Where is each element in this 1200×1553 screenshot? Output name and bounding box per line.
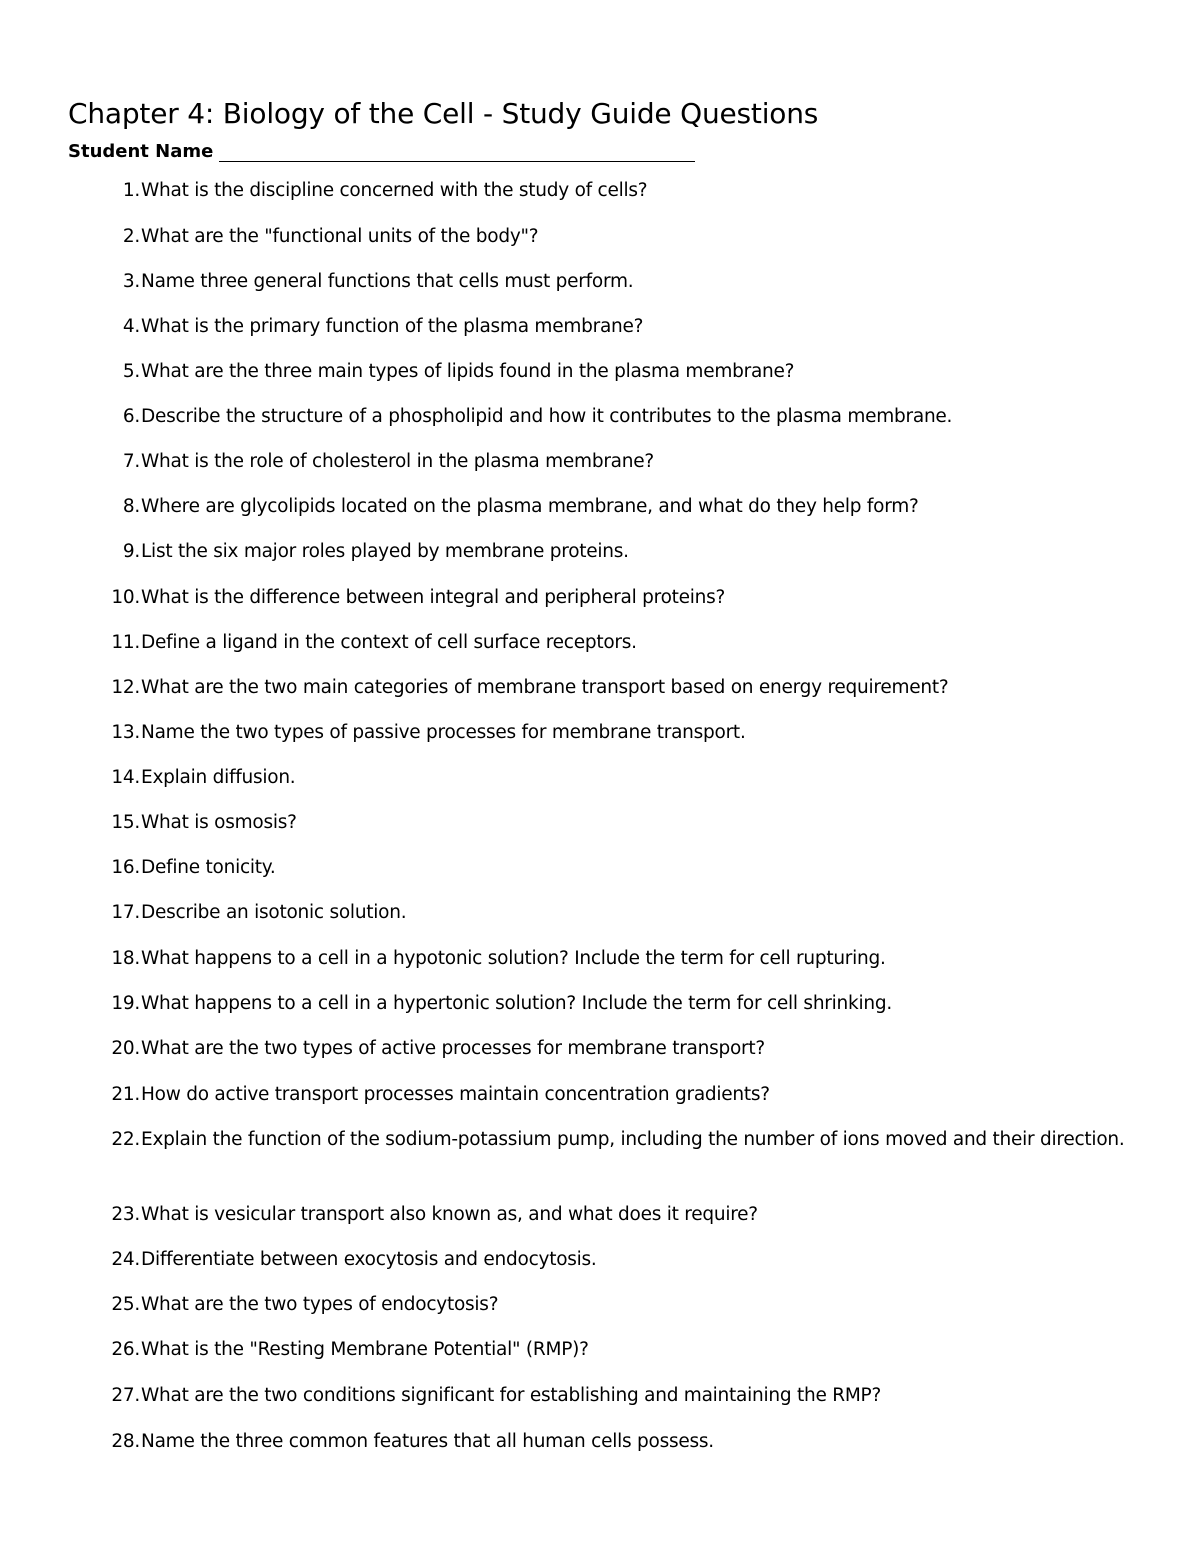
question-number: 10. — [111, 587, 140, 608]
question-number: 2. — [122, 226, 140, 247]
question-number: 19. — [111, 993, 140, 1014]
question-text: Name the three common features that all human cells possess. — [141, 1431, 714, 1452]
student-name-label: Student Name — [68, 141, 214, 162]
question-text: Define tonicity. — [141, 857, 276, 878]
question-text: How do active transport processes maintain concentration gradients? — [141, 1084, 770, 1105]
question-number: 23. — [111, 1204, 140, 1225]
question-number: 21. — [111, 1084, 140, 1105]
question-text: Explain the function of the sodium-potassium pump, including the number of ions moved and their direction. — [141, 1129, 1125, 1150]
question-text: Define a ligand in the context of cell surface receptors. — [141, 632, 637, 653]
question-text: What happens to a cell in a hypotonic solution? Include the term for cell rupturing. — [141, 948, 886, 969]
question-number: 25. — [111, 1294, 140, 1315]
question-number: 14. — [111, 767, 140, 788]
question-number: 17. — [111, 902, 140, 923]
question-number: 9. — [122, 541, 140, 562]
question-number: 11. — [111, 632, 140, 653]
question-number: 13. — [111, 722, 140, 743]
question-number: 5. — [122, 361, 140, 382]
question-number: 27. — [111, 1385, 140, 1406]
question-number: 16. — [111, 857, 140, 878]
question-text: Where are glycolipids located on the plasma membrane, and what do they help form? — [141, 496, 919, 517]
question-number: 8. — [122, 496, 140, 517]
question-number: 24. — [111, 1249, 140, 1270]
question-number: 3. — [122, 271, 140, 292]
question-text: Explain diffusion. — [141, 767, 296, 788]
question-text: Describe the structure of a phospholipid and how it contributes to the plasma membrane. — [141, 406, 953, 427]
question-number: 7. — [122, 451, 140, 472]
question-text: What is the difference between integral and peripheral proteins? — [141, 587, 726, 608]
question-text: Name the two types of passive processes for membrane transport. — [141, 722, 746, 743]
question-text: What is the "Resting Membrane Potential" (RMP)? — [141, 1339, 589, 1360]
question-text: What is osmosis? — [141, 812, 297, 833]
question-text: What are the three main types of lipids found in the plasma membrane? — [141, 361, 795, 382]
page-title: Chapter 4: Biology of the Cell - Study Guide Questions — [68, 97, 819, 130]
question-number: 12. — [111, 677, 140, 698]
question-text: What is the role of cholesterol in the plasma membrane? — [141, 451, 654, 472]
question-text: What is the discipline concerned with the study of cells? — [141, 180, 648, 201]
question-number: 28. — [111, 1431, 140, 1452]
question-text: What are the two types of active processes for membrane transport? — [141, 1038, 765, 1059]
question-text: Name three general functions that cells must perform. — [141, 271, 634, 292]
question-number: 18. — [111, 948, 140, 969]
question-number: 20. — [111, 1038, 140, 1059]
question-text: What are the two main categories of membrane transport based on energy requirement? — [141, 677, 949, 698]
question-text: What is the primary function of the plasma membrane? — [141, 316, 644, 337]
question-number: 15. — [111, 812, 140, 833]
question-text: What happens to a cell in a hypertonic solution? Include the term for cell shrinking. — [141, 993, 892, 1014]
question-number: 6. — [122, 406, 140, 427]
question-text: List the six major roles played by membrane proteins. — [141, 541, 629, 562]
question-number: 4. — [122, 316, 140, 337]
question-number: 26. — [111, 1339, 140, 1360]
question-text: What is vesicular transport also known as, and what does it require? — [141, 1204, 758, 1225]
question-text: What are the two conditions significant for establishing and maintaining the RMP? — [141, 1385, 882, 1406]
question-text: Differentiate between exocytosis and endocytosis. — [141, 1249, 597, 1270]
question-text: Describe an isotonic solution. — [141, 902, 407, 923]
question-number: 1. — [122, 180, 140, 201]
question-number: 22. — [111, 1129, 140, 1150]
question-text: What are the "functional units of the body"? — [141, 226, 539, 247]
question-text: What are the two types of endocytosis? — [141, 1294, 499, 1315]
